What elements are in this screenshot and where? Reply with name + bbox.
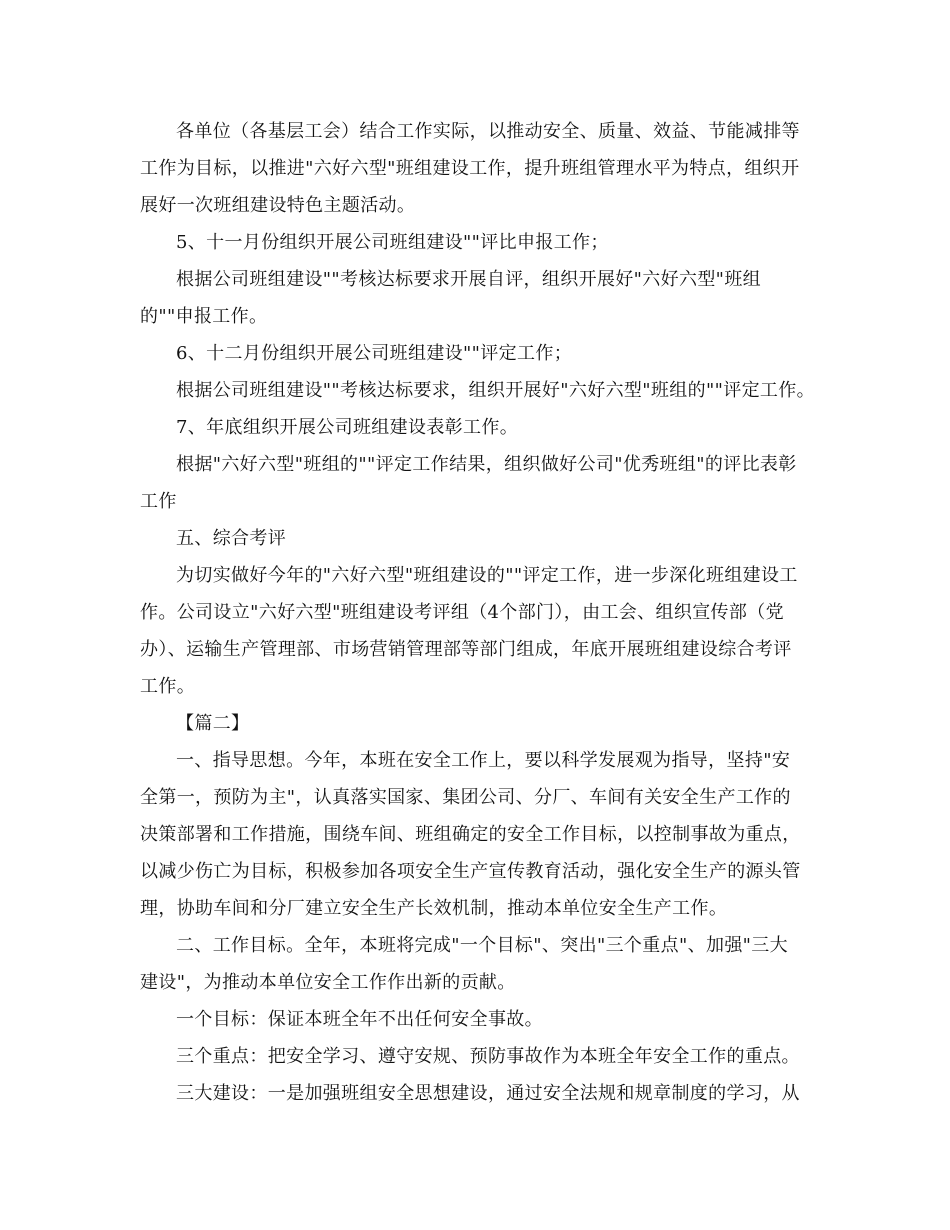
paragraph-line: 一、指导思想。今年，本班在安全工作上，要以科学发展观为指导，坚持"安	[176, 750, 791, 771]
paragraph-line: 理，协助车间和分厂建立安全生产长效机制，推动本单位安全生产工作。	[140, 898, 728, 919]
paragraph-line: 根据公司班组建设""考核达标要求，组织开展好"六好六型"班组的""评定工作。	[176, 380, 815, 401]
paragraph-line: 决策部署和工作措施，围绕车间、班组确定的安全工作目标，以控制事故为重点，	[140, 824, 801, 845]
paragraph-line: 二、工作目标。全年，本班将完成"一个目标"、突出"三个重点"、加强"三大	[176, 935, 788, 956]
paragraph-line: 根据"六好六型"班组的""评定工作结果，组织做好公司"优秀班组"的评比表彰	[176, 454, 797, 475]
paragraph-line: 为切实做好今年的"六好六型"班组建设的""评定工作，进一步深化班组建设工	[176, 565, 798, 586]
list-item-heading: 6、十二月份组织开展公司班组建设""评定工作；	[176, 343, 573, 364]
paragraph-line: 根据公司班组建设""考核达标要求开展自评，组织开展好"六好六型"班组	[176, 269, 762, 290]
paragraph-line: 的""申报工作。	[140, 306, 268, 327]
paragraph-line: 三大建设：一是加强班组安全思想建设，通过安全法规和规章制度的学习，从	[176, 1083, 800, 1104]
paragraph-line: 工作。	[140, 676, 196, 697]
paragraph-line: 作。公司设立"六好六型"班组建设考评组（4个部门），由工会、组织宣传部（党	[140, 602, 784, 623]
list-item-heading: 5、十一月份组织开展公司班组建设""评比申报工作；	[176, 232, 609, 253]
paragraph-line: 工作	[140, 491, 177, 512]
paragraph-line: 三个重点：把安全学习、遵守安规、预防事故作为本班全年安全工作的重点。	[176, 1046, 800, 1067]
list-item-heading: 7、年底组织开展公司班组建设表彰工作。	[176, 417, 519, 438]
paragraph-line: 一个目标：保证本班全年不出任何安全事故。	[176, 1009, 543, 1030]
paragraph-line: 工作为目标，以推进"六好六型"班组建设工作，提升班组管理水平为特点，组织开	[140, 158, 800, 179]
paragraph-line: 全第一，预防为主"，认真落实国家、集团公司、分厂、车间有关安全生产工作的	[140, 787, 791, 808]
paragraph-line: 以减少伤亡为目标，积极参加各项安全生产宣传教育活动，强化安全生产的源头管	[140, 861, 801, 882]
chapter-heading: 【篇二】	[176, 713, 250, 734]
paragraph-line: 展好一次班组建设特色主题活动。	[140, 195, 416, 216]
paragraph-line: 各单位（各基层工会）结合工作实际，以推动安全、质量、效益、节能减排等	[176, 121, 800, 142]
paragraph-line: 办）、运输生产管理部、市场营销管理部等部门组成，年底开展班组建设综合考评	[140, 639, 792, 660]
paragraph-line: 建设"，为推动本单位安全工作作出新的贡献。	[140, 972, 516, 993]
section-heading: 五、综合考评	[176, 528, 287, 549]
